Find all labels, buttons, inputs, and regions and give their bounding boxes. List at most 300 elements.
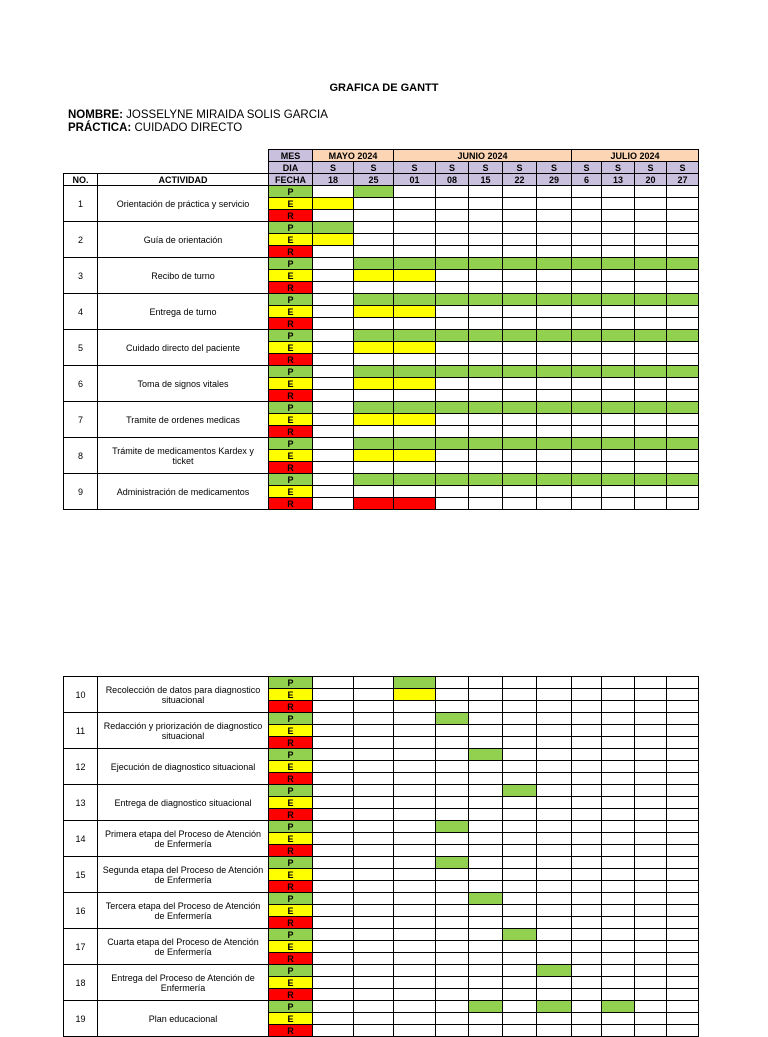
gantt-cell bbox=[602, 282, 635, 294]
gantt-bar-p bbox=[635, 402, 667, 414]
gantt-cell bbox=[635, 929, 667, 941]
gantt-cell bbox=[469, 977, 503, 989]
gantt-cell bbox=[436, 965, 469, 977]
gantt-cell bbox=[503, 833, 537, 845]
code-e-label: E bbox=[269, 414, 313, 426]
gantt-cell bbox=[635, 342, 667, 354]
gantt-bar-p bbox=[602, 258, 635, 270]
code-p-label: P bbox=[269, 222, 313, 234]
code-e-label: E bbox=[269, 725, 313, 737]
gantt-cell bbox=[635, 953, 667, 965]
activity-number: 16 bbox=[64, 893, 98, 929]
gantt-cell bbox=[503, 917, 537, 929]
gantt-cell bbox=[469, 857, 503, 869]
gantt-cell bbox=[313, 246, 354, 258]
month-header: JUNIO 2024 bbox=[394, 150, 572, 162]
gantt-cell bbox=[503, 737, 537, 749]
gantt-cell bbox=[537, 977, 572, 989]
gantt-cell bbox=[635, 749, 667, 761]
gantt-cell bbox=[469, 905, 503, 917]
gantt-bar-p bbox=[469, 258, 503, 270]
gantt-cell bbox=[436, 989, 469, 1001]
gantt-cell bbox=[572, 893, 602, 905]
date-cell: 29 bbox=[537, 174, 572, 186]
gantt-cell bbox=[572, 809, 602, 821]
gantt-bar-p bbox=[503, 402, 537, 414]
gantt-cell bbox=[602, 426, 635, 438]
gantt-bar-p bbox=[469, 330, 503, 342]
gantt-cell bbox=[602, 869, 635, 881]
gantt-cell bbox=[436, 306, 469, 318]
gantt-bar-p bbox=[667, 438, 699, 450]
gantt-bar-p bbox=[354, 330, 394, 342]
gantt-cell bbox=[572, 713, 602, 725]
gantt-cell bbox=[394, 953, 436, 965]
gantt-cell bbox=[572, 977, 602, 989]
gantt-cell bbox=[354, 881, 394, 893]
gantt-cell bbox=[313, 414, 354, 426]
gantt-cell bbox=[436, 234, 469, 246]
gantt-cell bbox=[503, 210, 537, 222]
gantt-cell bbox=[635, 713, 667, 725]
gantt-cell bbox=[635, 390, 667, 402]
gantt-cell bbox=[537, 869, 572, 881]
date-cell: 6 bbox=[572, 174, 602, 186]
gantt-cell bbox=[537, 905, 572, 917]
gantt-cell bbox=[602, 725, 635, 737]
gantt-cell bbox=[503, 761, 537, 773]
code-r-label: R bbox=[269, 881, 313, 893]
gantt-bar-e bbox=[394, 378, 436, 390]
gantt-cell bbox=[635, 318, 667, 330]
gantt-cell bbox=[394, 857, 436, 869]
gantt-cell bbox=[354, 725, 394, 737]
gantt-cell bbox=[354, 426, 394, 438]
gantt-cell bbox=[602, 773, 635, 785]
gantt-cell bbox=[635, 881, 667, 893]
gantt-cell bbox=[572, 773, 602, 785]
gantt-cell bbox=[354, 486, 394, 498]
gantt-cell bbox=[537, 881, 572, 893]
gantt-cell bbox=[602, 821, 635, 833]
gantt-cell bbox=[667, 450, 699, 462]
gantt-cell bbox=[469, 246, 503, 258]
activity-number: 17 bbox=[64, 929, 98, 965]
gantt-cell bbox=[313, 725, 354, 737]
activity-2-row-p bbox=[64, 222, 699, 234]
gantt-cell bbox=[667, 234, 699, 246]
gantt-bar-p bbox=[503, 785, 537, 797]
gantt-bar-p bbox=[354, 258, 394, 270]
activity-14-row-p bbox=[64, 821, 699, 833]
gantt-cell bbox=[313, 881, 354, 893]
gantt-cell bbox=[667, 965, 699, 977]
code-e-label: E bbox=[269, 270, 313, 282]
gantt-cell bbox=[572, 1001, 602, 1013]
gantt-cell bbox=[354, 989, 394, 1001]
gantt-cell bbox=[436, 282, 469, 294]
activity-number: 12 bbox=[64, 749, 98, 785]
gantt-cell bbox=[635, 965, 667, 977]
gantt-cell bbox=[313, 797, 354, 809]
gantt-cell bbox=[436, 941, 469, 953]
gantt-cell bbox=[503, 977, 537, 989]
gantt-cell bbox=[313, 378, 354, 390]
gantt-cell bbox=[667, 701, 699, 713]
gantt-cell bbox=[394, 893, 436, 905]
gantt-cell bbox=[503, 1013, 537, 1025]
gantt-cell bbox=[667, 929, 699, 941]
gantt-cell bbox=[537, 833, 572, 845]
gantt-cell bbox=[635, 809, 667, 821]
gantt-cell bbox=[667, 498, 699, 510]
gantt-cell bbox=[313, 941, 354, 953]
gantt-bar-p bbox=[469, 294, 503, 306]
gantt-cell bbox=[469, 270, 503, 282]
gantt-bar-p bbox=[537, 402, 572, 414]
gantt-cell bbox=[572, 905, 602, 917]
gantt-cell bbox=[503, 713, 537, 725]
gantt-bar-p bbox=[436, 474, 469, 486]
gantt-cell bbox=[313, 701, 354, 713]
gantt-cell bbox=[635, 989, 667, 1001]
gantt-cell bbox=[394, 809, 436, 821]
gantt-cell bbox=[602, 450, 635, 462]
gantt-cell bbox=[602, 881, 635, 893]
gantt-cell bbox=[572, 737, 602, 749]
activity-name: Toma de signos vitales bbox=[98, 366, 269, 402]
gantt-bar-e bbox=[313, 198, 354, 210]
mes-label: MES bbox=[269, 150, 313, 162]
gantt-cell bbox=[667, 713, 699, 725]
date-cell: 01 bbox=[394, 174, 436, 186]
date-cell: 27 bbox=[667, 174, 699, 186]
gantt-cell bbox=[537, 354, 572, 366]
gantt-cell bbox=[572, 342, 602, 354]
gantt-cell bbox=[537, 785, 572, 797]
gantt-cell bbox=[602, 246, 635, 258]
gantt-cell bbox=[572, 426, 602, 438]
gantt-bar-p bbox=[602, 366, 635, 378]
gantt-cell bbox=[667, 881, 699, 893]
gantt-bar-p bbox=[394, 258, 436, 270]
gantt-bar-p bbox=[635, 438, 667, 450]
gantt-cell bbox=[503, 1025, 537, 1037]
activity-number: 4 bbox=[64, 294, 98, 330]
gantt-cell bbox=[602, 318, 635, 330]
gantt-cell bbox=[313, 486, 354, 498]
gantt-cell bbox=[354, 222, 394, 234]
day-letter: S bbox=[667, 162, 699, 174]
gantt-cell bbox=[394, 1013, 436, 1025]
gantt-cell bbox=[667, 797, 699, 809]
activity-12-row-p bbox=[64, 749, 699, 761]
gantt-cell bbox=[469, 1013, 503, 1025]
gantt-cell bbox=[602, 234, 635, 246]
gantt-bar-p bbox=[354, 438, 394, 450]
gantt-cell bbox=[572, 378, 602, 390]
gantt-cell bbox=[354, 210, 394, 222]
gantt-cell bbox=[436, 845, 469, 857]
gantt-cell bbox=[602, 677, 635, 689]
code-r-label: R bbox=[269, 701, 313, 713]
activity-name: Entrega de turno bbox=[98, 294, 269, 330]
activity-7-row-p bbox=[64, 402, 699, 414]
gantt-cell bbox=[436, 186, 469, 198]
gantt-bar-e bbox=[354, 270, 394, 282]
gantt-cell bbox=[537, 929, 572, 941]
gantt-cell bbox=[354, 905, 394, 917]
gantt-cell bbox=[572, 354, 602, 366]
gantt-bar-p bbox=[537, 438, 572, 450]
day-letter: S bbox=[354, 162, 394, 174]
gantt-cell bbox=[436, 270, 469, 282]
activity-name: Tramite de ordenes medicas bbox=[98, 402, 269, 438]
gantt-cell bbox=[667, 821, 699, 833]
gantt-cell bbox=[635, 1013, 667, 1025]
gantt-cell bbox=[635, 893, 667, 905]
gantt-cell bbox=[572, 462, 602, 474]
gantt-bar-p bbox=[572, 438, 602, 450]
gantt-cell bbox=[635, 977, 667, 989]
code-e-label: E bbox=[269, 797, 313, 809]
day-letter: S bbox=[469, 162, 503, 174]
gantt-cell bbox=[394, 246, 436, 258]
gantt-cell bbox=[572, 222, 602, 234]
gantt-cell bbox=[572, 749, 602, 761]
gantt-bar-r bbox=[354, 498, 394, 510]
gantt-cell bbox=[469, 833, 503, 845]
gantt-cell bbox=[635, 414, 667, 426]
gantt-cell bbox=[635, 845, 667, 857]
header-row-dia bbox=[64, 162, 699, 174]
gantt-bar-p bbox=[394, 474, 436, 486]
activity-name: Redacción y priorización de diagnostico situacional bbox=[98, 713, 269, 749]
gantt-cell bbox=[313, 354, 354, 366]
gantt-cell bbox=[537, 198, 572, 210]
code-r-label: R bbox=[269, 953, 313, 965]
gantt-cell bbox=[572, 450, 602, 462]
gantt-bar-e bbox=[394, 270, 436, 282]
gantt-cell bbox=[503, 725, 537, 737]
gantt-cell bbox=[667, 725, 699, 737]
header-row-fecha bbox=[64, 174, 699, 186]
gantt-cell bbox=[602, 977, 635, 989]
gantt-bar-p bbox=[667, 258, 699, 270]
gantt-cell bbox=[537, 953, 572, 965]
gantt-cell bbox=[313, 186, 354, 198]
code-p-label: P bbox=[269, 402, 313, 414]
gantt-cell bbox=[572, 989, 602, 1001]
gantt-cell bbox=[635, 270, 667, 282]
gantt-bar-p bbox=[503, 366, 537, 378]
code-r-label: R bbox=[269, 246, 313, 258]
date-cell: 18 bbox=[313, 174, 354, 186]
gantt-cell bbox=[313, 953, 354, 965]
gantt-cell bbox=[469, 498, 503, 510]
gantt-cell bbox=[436, 725, 469, 737]
activity-name: Ejecución de diagnostico situacional bbox=[98, 749, 269, 785]
code-r-label: R bbox=[269, 773, 313, 785]
gantt-cell bbox=[667, 809, 699, 821]
activity-number: 9 bbox=[64, 474, 98, 510]
gantt-cell bbox=[436, 761, 469, 773]
gantt-bar-p bbox=[503, 258, 537, 270]
gantt-cell bbox=[469, 773, 503, 785]
gantt-cell bbox=[503, 318, 537, 330]
gantt-cell bbox=[436, 749, 469, 761]
gantt-cell bbox=[469, 282, 503, 294]
gantt-cell bbox=[602, 893, 635, 905]
gantt-cell bbox=[602, 905, 635, 917]
gantt-cell bbox=[572, 1013, 602, 1025]
gantt-bar-p bbox=[572, 258, 602, 270]
gantt-cell bbox=[469, 917, 503, 929]
gantt-cell bbox=[635, 677, 667, 689]
gantt-cell bbox=[572, 677, 602, 689]
activity-18-row-p bbox=[64, 965, 699, 977]
gantt-bar-p bbox=[354, 186, 394, 198]
activity-name: Entrega del Proceso de Atención de Enfermería bbox=[98, 965, 269, 1001]
date-cell: 13 bbox=[602, 174, 635, 186]
nombre-value: JOSSELYNE MIRAIDA SOLIS GARCIA bbox=[126, 109, 328, 121]
gantt-cell bbox=[354, 977, 394, 989]
gantt-cell bbox=[572, 486, 602, 498]
gantt-bar-p bbox=[667, 474, 699, 486]
gantt-cell bbox=[354, 845, 394, 857]
gantt-bar-p bbox=[436, 330, 469, 342]
activity-4-row-p bbox=[64, 294, 699, 306]
day-letter: S bbox=[572, 162, 602, 174]
gantt-cell bbox=[394, 186, 436, 198]
code-r-label: R bbox=[269, 390, 313, 402]
gantt-cell bbox=[503, 498, 537, 510]
gantt-cell bbox=[572, 857, 602, 869]
gantt-cell bbox=[313, 689, 354, 701]
code-r-label: R bbox=[269, 809, 313, 821]
gantt-cell bbox=[313, 737, 354, 749]
gantt-cell bbox=[667, 857, 699, 869]
gantt-cell bbox=[313, 294, 354, 306]
gantt-cell bbox=[313, 917, 354, 929]
gantt-cell bbox=[635, 354, 667, 366]
gantt-bar-p bbox=[503, 929, 537, 941]
gantt-bar-p bbox=[503, 294, 537, 306]
gantt-cell bbox=[602, 378, 635, 390]
gantt-cell bbox=[635, 1001, 667, 1013]
gantt-cell bbox=[572, 725, 602, 737]
gantt-cell bbox=[394, 462, 436, 474]
code-e-label: E bbox=[269, 450, 313, 462]
gantt-cell bbox=[354, 737, 394, 749]
gantt-cell bbox=[602, 737, 635, 749]
gantt-cell bbox=[602, 462, 635, 474]
code-p-label: P bbox=[269, 965, 313, 977]
gantt-cell bbox=[635, 210, 667, 222]
gantt-cell bbox=[667, 677, 699, 689]
gantt-cell bbox=[503, 1001, 537, 1013]
gantt-cell bbox=[313, 989, 354, 1001]
gantt-cell bbox=[503, 965, 537, 977]
gantt-cell bbox=[313, 785, 354, 797]
code-r-label: R bbox=[269, 282, 313, 294]
gantt-cell bbox=[635, 426, 667, 438]
gantt-bar-p bbox=[436, 713, 469, 725]
gantt-cell bbox=[469, 390, 503, 402]
gantt-cell bbox=[635, 761, 667, 773]
gantt-cell bbox=[313, 258, 354, 270]
gantt-cell bbox=[572, 498, 602, 510]
gantt-bar-e bbox=[354, 306, 394, 318]
code-e-label: E bbox=[269, 941, 313, 953]
gantt-cell bbox=[394, 869, 436, 881]
gantt-cell bbox=[572, 929, 602, 941]
gantt-bar-p bbox=[503, 438, 537, 450]
gantt-cell bbox=[635, 941, 667, 953]
gantt-table-part-1 bbox=[63, 149, 699, 510]
activity-number: 3 bbox=[64, 258, 98, 294]
gantt-cell bbox=[503, 677, 537, 689]
gantt-cell bbox=[436, 917, 469, 929]
gantt-cell bbox=[313, 977, 354, 989]
gantt-cell bbox=[313, 342, 354, 354]
code-e-label: E bbox=[269, 869, 313, 881]
gantt-cell bbox=[537, 797, 572, 809]
gantt-bar-p bbox=[469, 893, 503, 905]
gantt-cell bbox=[572, 797, 602, 809]
gantt-cell bbox=[667, 318, 699, 330]
gantt-cell bbox=[394, 390, 436, 402]
gantt-bar-p bbox=[572, 366, 602, 378]
gantt-cell bbox=[313, 426, 354, 438]
gantt-cell bbox=[537, 222, 572, 234]
activity-17-row-p bbox=[64, 929, 699, 941]
gantt-cell bbox=[469, 989, 503, 1001]
gantt-cell bbox=[537, 414, 572, 426]
code-r-label: R bbox=[269, 845, 313, 857]
code-p-label: P bbox=[269, 1001, 313, 1013]
code-e-label: E bbox=[269, 306, 313, 318]
gantt-bar-p bbox=[394, 330, 436, 342]
gantt-cell bbox=[469, 725, 503, 737]
activity-name: Cuarta etapa del Proceso de Atención de Enfermería bbox=[98, 929, 269, 965]
gantt-cell bbox=[572, 869, 602, 881]
activity-name: Recolección de datos para diagnostico situacional bbox=[98, 677, 269, 713]
gantt-cell bbox=[667, 689, 699, 701]
gantt-cell bbox=[354, 282, 394, 294]
gantt-cell bbox=[537, 701, 572, 713]
gantt-cell bbox=[667, 917, 699, 929]
gantt-bar-p bbox=[469, 366, 503, 378]
code-p-label: P bbox=[269, 186, 313, 198]
header-blank bbox=[64, 162, 269, 174]
gantt-cell bbox=[354, 941, 394, 953]
gantt-cell bbox=[436, 318, 469, 330]
code-p-label: P bbox=[269, 677, 313, 689]
gantt-cell bbox=[667, 1001, 699, 1013]
code-r-label: R bbox=[269, 989, 313, 1001]
activity-name: Recibo de turno bbox=[98, 258, 269, 294]
gantt-cell bbox=[635, 917, 667, 929]
gantt-cell bbox=[394, 965, 436, 977]
gantt-cell bbox=[602, 198, 635, 210]
gantt-cell bbox=[537, 1013, 572, 1025]
gantt-cell bbox=[503, 893, 537, 905]
gantt-cell bbox=[313, 857, 354, 869]
gantt-cell bbox=[572, 785, 602, 797]
activity-number: 5 bbox=[64, 330, 98, 366]
gantt-bar-p bbox=[667, 366, 699, 378]
